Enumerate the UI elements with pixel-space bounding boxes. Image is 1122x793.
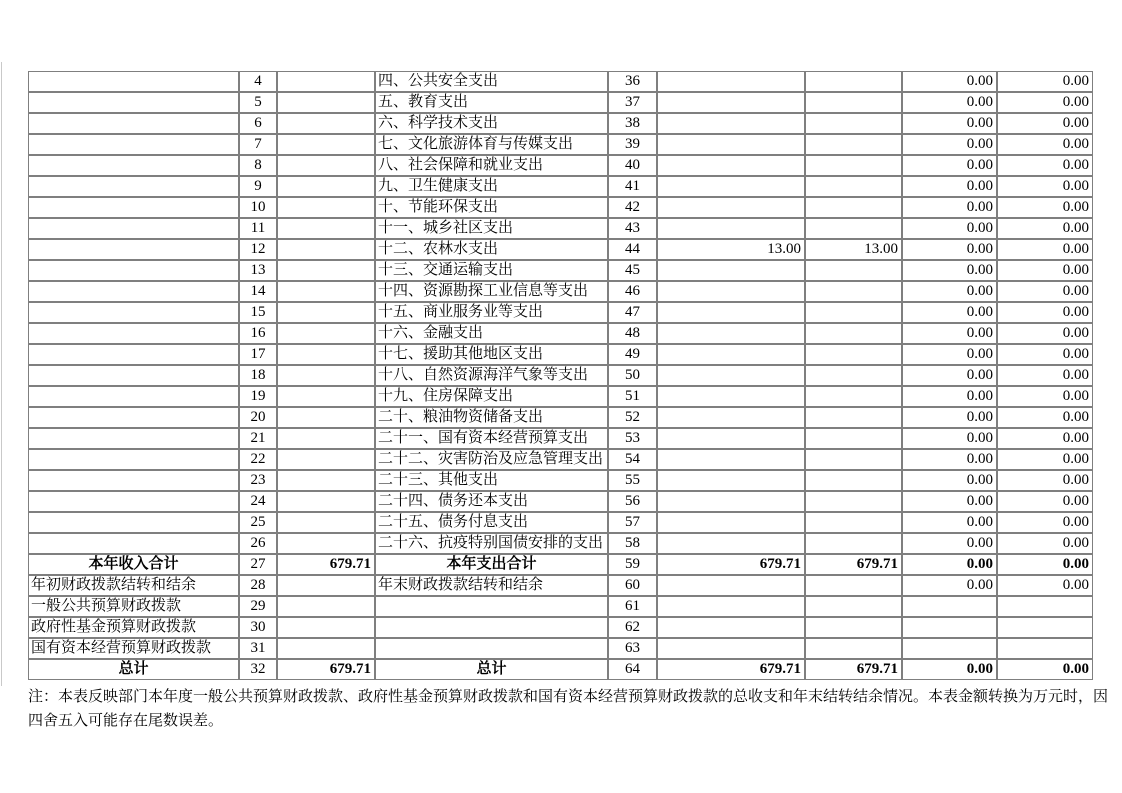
left-amount-cell (277, 428, 375, 449)
right-row-number-cell: 55 (608, 470, 657, 491)
left-row-number-cell: 7 (239, 134, 277, 155)
amount-cell-1 (657, 365, 805, 386)
left-amount-cell (277, 344, 375, 365)
amount-cell-3: 0.00 (902, 302, 997, 323)
amount-cell-1 (657, 260, 805, 281)
right-row-number-cell: 37 (608, 92, 657, 113)
left-row-number-cell: 13 (239, 260, 277, 281)
right-row-number-cell: 54 (608, 449, 657, 470)
amount-cell-3: 0.00 (902, 113, 997, 134)
left-row-number-cell: 27 (239, 554, 277, 575)
amount-cell-3: 0.00 (902, 218, 997, 239)
table-row (28, 197, 1093, 218)
right-row-number-cell: 50 (608, 365, 657, 386)
right-row-number-cell: 42 (608, 197, 657, 218)
table-row (28, 638, 1093, 659)
left-amount-cell (277, 491, 375, 512)
left-amount-cell (277, 407, 375, 428)
left-item-label-cell: 一般公共预算财政拨款 (28, 596, 239, 617)
table-row (28, 155, 1093, 176)
amount-cell-1 (657, 491, 805, 512)
amount-cell-4: 0.00 (997, 239, 1093, 260)
amount-cell-2 (805, 281, 902, 302)
left-item-label-cell (28, 155, 239, 176)
amount-cell-2 (805, 407, 902, 428)
amount-cell-3: 0.00 (902, 281, 997, 302)
table-row (28, 113, 1093, 134)
table-row (28, 596, 1093, 617)
right-item-label-cell: 四、公共安全支出 (375, 71, 608, 92)
table-row (28, 134, 1093, 155)
right-row-number-cell: 51 (608, 386, 657, 407)
left-amount-cell (277, 134, 375, 155)
amount-cell-3: 0.00 (902, 260, 997, 281)
right-row-number-cell: 53 (608, 428, 657, 449)
right-item-label-cell: 十二、农林水支出 (375, 239, 608, 260)
left-amount-cell (277, 218, 375, 239)
amount-cell-4 (997, 638, 1093, 659)
amount-cell-2: 679.71 (805, 554, 902, 575)
left-row-number-cell: 16 (239, 323, 277, 344)
amount-cell-2 (805, 323, 902, 344)
left-item-label-cell (28, 491, 239, 512)
left-item-label-cell (28, 197, 239, 218)
left-row-number-cell: 21 (239, 428, 277, 449)
table-row (28, 659, 1093, 680)
amount-cell-2 (805, 638, 902, 659)
amount-cell-3: 0.00 (902, 659, 997, 680)
amount-cell-1: 13.00 (657, 239, 805, 260)
amount-cell-1 (657, 638, 805, 659)
amount-cell-4: 0.00 (997, 323, 1093, 344)
amount-cell-2 (805, 365, 902, 386)
amount-cell-3 (902, 596, 997, 617)
amount-cell-2: 679.71 (805, 659, 902, 680)
right-item-label-cell: 二十一、国有资本经营预算支出 (375, 428, 608, 449)
left-amount-cell (277, 197, 375, 218)
amount-cell-3: 0.00 (902, 512, 997, 533)
table-row (28, 302, 1093, 323)
left-row-number-cell: 26 (239, 533, 277, 554)
amount-cell-2 (805, 218, 902, 239)
right-row-number-cell: 38 (608, 113, 657, 134)
left-amount-cell (277, 239, 375, 260)
table-row (28, 239, 1093, 260)
amount-cell-4: 0.00 (997, 365, 1093, 386)
amount-cell-1 (657, 344, 805, 365)
left-item-label-cell: 年初财政拨款结转和结余 (28, 575, 239, 596)
amount-cell-3: 0.00 (902, 575, 997, 596)
left-amount-cell (277, 323, 375, 344)
amount-cell-3: 0.00 (902, 449, 997, 470)
left-amount-cell (277, 470, 375, 491)
amount-cell-4: 0.00 (997, 554, 1093, 575)
amount-cell-4 (997, 596, 1093, 617)
left-amount-cell (277, 533, 375, 554)
amount-cell-2 (805, 470, 902, 491)
left-row-number-cell: 12 (239, 239, 277, 260)
amount-cell-4: 0.00 (997, 407, 1093, 428)
table-row (28, 218, 1093, 239)
left-item-label-cell (28, 365, 239, 386)
left-item-label-cell: 政府性基金预算财政拨款 (28, 617, 239, 638)
right-item-label-cell: 十六、金融支出 (375, 323, 608, 344)
left-item-label-cell (28, 512, 239, 533)
left-row-number-cell: 5 (239, 92, 277, 113)
left-item-label-cell (28, 344, 239, 365)
amount-cell-2 (805, 113, 902, 134)
right-row-number-cell: 44 (608, 239, 657, 260)
amount-cell-2 (805, 512, 902, 533)
right-row-number-cell: 47 (608, 302, 657, 323)
amount-cell-3: 0.00 (902, 134, 997, 155)
amount-cell-3: 0.00 (902, 470, 997, 491)
amount-cell-1 (657, 386, 805, 407)
amount-cell-1 (657, 176, 805, 197)
right-row-number-cell: 41 (608, 176, 657, 197)
right-item-label-cell: 二十六、抗疫特别国债安排的支出 (375, 533, 608, 554)
cropped-column-border-line (1, 62, 2, 686)
amount-cell-1: 679.71 (657, 554, 805, 575)
amount-cell-4: 0.00 (997, 428, 1093, 449)
left-amount-cell (277, 281, 375, 302)
amount-cell-1 (657, 428, 805, 449)
left-item-label-cell (28, 533, 239, 554)
amount-cell-4: 0.00 (997, 71, 1093, 92)
table-note (28, 685, 1108, 733)
right-row-number-cell: 43 (608, 218, 657, 239)
amount-cell-1 (657, 407, 805, 428)
amount-cell-2 (805, 428, 902, 449)
amount-cell-4: 0.00 (997, 113, 1093, 134)
right-row-number-cell: 46 (608, 281, 657, 302)
table-row (28, 449, 1093, 470)
left-amount-cell (277, 92, 375, 113)
amount-cell-2: 13.00 (805, 239, 902, 260)
right-item-label-cell: 二十五、债务付息支出 (375, 512, 608, 533)
right-item-label-cell: 七、文化旅游体育与传媒支出 (375, 134, 608, 155)
amount-cell-1 (657, 575, 805, 596)
table-row (28, 491, 1093, 512)
amount-cell-4: 0.00 (997, 281, 1093, 302)
right-item-label-cell (375, 596, 608, 617)
amount-cell-1 (657, 155, 805, 176)
amount-cell-4: 0.00 (997, 176, 1093, 197)
table-row (28, 92, 1093, 113)
right-item-label-cell: 总计 (375, 659, 608, 680)
table-row (28, 71, 1093, 92)
amount-cell-3: 0.00 (902, 323, 997, 344)
amount-cell-2 (805, 92, 902, 113)
table-row (28, 260, 1093, 281)
right-item-label-cell: 二十、粮油物资储备支出 (375, 407, 608, 428)
left-row-number-cell: 9 (239, 176, 277, 197)
right-row-number-cell: 52 (608, 407, 657, 428)
left-item-label-cell: 国有资本经营预算财政拨款 (28, 638, 239, 659)
amount-cell-3: 0.00 (902, 71, 997, 92)
amount-cell-2 (805, 449, 902, 470)
right-row-number-cell: 63 (608, 638, 657, 659)
amount-cell-4 (997, 617, 1093, 638)
left-item-label-cell (28, 92, 239, 113)
fiscal-appropriation-summary-table (28, 71, 1093, 680)
right-item-label-cell: 十八、自然资源海洋气象等支出 (375, 365, 608, 386)
right-row-number-cell: 62 (608, 617, 657, 638)
left-row-number-cell: 29 (239, 596, 277, 617)
right-item-label-cell: 八、社会保障和就业支出 (375, 155, 608, 176)
right-row-number-cell: 49 (608, 344, 657, 365)
right-item-label-cell: 五、教育支出 (375, 92, 608, 113)
right-item-label-cell: 十五、商业服务业等支出 (375, 302, 608, 323)
left-item-label-cell (28, 323, 239, 344)
left-row-number-cell: 17 (239, 344, 277, 365)
left-amount-cell (277, 386, 375, 407)
amount-cell-2 (805, 575, 902, 596)
amount-cell-3: 0.00 (902, 533, 997, 554)
left-row-number-cell: 6 (239, 113, 277, 134)
left-amount-cell (277, 302, 375, 323)
table-row (28, 428, 1093, 449)
amount-cell-1 (657, 218, 805, 239)
amount-cell-4: 0.00 (997, 470, 1093, 491)
amount-cell-2 (805, 176, 902, 197)
amount-cell-2 (805, 197, 902, 218)
amount-cell-3: 0.00 (902, 344, 997, 365)
right-row-number-cell: 59 (608, 554, 657, 575)
amount-cell-1 (657, 617, 805, 638)
amount-cell-3: 0.00 (902, 365, 997, 386)
amount-cell-2 (805, 134, 902, 155)
budget-table-body (28, 71, 1093, 680)
left-item-label-cell: 总计 (28, 659, 239, 680)
table-row (28, 470, 1093, 491)
amount-cell-4: 0.00 (997, 659, 1093, 680)
amount-cell-3: 0.00 (902, 197, 997, 218)
amount-cell-1 (657, 470, 805, 491)
left-item-label-cell (28, 113, 239, 134)
amount-cell-1 (657, 596, 805, 617)
right-item-label-cell: 二十三、其他支出 (375, 470, 608, 491)
amount-cell-4: 0.00 (997, 155, 1093, 176)
left-row-number-cell: 30 (239, 617, 277, 638)
left-row-number-cell: 24 (239, 491, 277, 512)
left-row-number-cell: 28 (239, 575, 277, 596)
amount-cell-3: 0.00 (902, 239, 997, 260)
left-row-number-cell: 18 (239, 365, 277, 386)
left-row-number-cell: 31 (239, 638, 277, 659)
right-row-number-cell: 48 (608, 323, 657, 344)
amount-cell-4: 0.00 (997, 386, 1093, 407)
amount-cell-2 (805, 155, 902, 176)
left-amount-cell (277, 596, 375, 617)
table-row (28, 365, 1093, 386)
table-row (28, 554, 1093, 575)
right-item-label-cell: 十七、援助其他地区支出 (375, 344, 608, 365)
amount-cell-1 (657, 113, 805, 134)
right-item-label-cell: 十一、城乡社区支出 (375, 218, 608, 239)
right-item-label-cell: 本年支出合计 (375, 554, 608, 575)
amount-cell-3: 0.00 (902, 386, 997, 407)
amount-cell-3: 0.00 (902, 491, 997, 512)
amount-cell-1 (657, 302, 805, 323)
amount-cell-1 (657, 449, 805, 470)
left-row-number-cell: 10 (239, 197, 277, 218)
left-row-number-cell: 4 (239, 71, 277, 92)
amount-cell-2 (805, 596, 902, 617)
amount-cell-4: 0.00 (997, 512, 1093, 533)
amount-cell-4: 0.00 (997, 260, 1093, 281)
left-item-label-cell (28, 218, 239, 239)
right-row-number-cell: 64 (608, 659, 657, 680)
table-note-line-2: 四舍五入可能存在尾数误差。 (28, 713, 224, 729)
table-row (28, 386, 1093, 407)
amount-cell-2 (805, 260, 902, 281)
table-row (28, 575, 1093, 596)
table-row (28, 323, 1093, 344)
amount-cell-2 (805, 386, 902, 407)
right-item-label-cell: 年末财政拨款结转和结余 (375, 575, 608, 596)
amount-cell-4: 0.00 (997, 449, 1093, 470)
right-item-label-cell: 十九、住房保障支出 (375, 386, 608, 407)
amount-cell-2 (805, 533, 902, 554)
amount-cell-4: 0.00 (997, 302, 1093, 323)
left-item-label-cell (28, 71, 239, 92)
amount-cell-2 (805, 491, 902, 512)
left-amount-cell (277, 155, 375, 176)
amount-cell-1 (657, 197, 805, 218)
left-amount-cell (277, 638, 375, 659)
left-row-number-cell: 15 (239, 302, 277, 323)
table-row (28, 281, 1093, 302)
right-item-label-cell (375, 617, 608, 638)
amount-cell-3 (902, 617, 997, 638)
table-note-line-1: 注：本表反映部门本年度一般公共预算财政拨款、政府性基金预算财政拨款和国有资本经营预算财政拨款的总收支和年末结转结余情况。本表金额转换为万元时，因 (28, 689, 1109, 705)
left-row-number-cell: 32 (239, 659, 277, 680)
table-row (28, 344, 1093, 365)
left-row-number-cell: 8 (239, 155, 277, 176)
amount-cell-1 (657, 512, 805, 533)
right-item-label-cell: 十、节能环保支出 (375, 197, 608, 218)
amount-cell-1 (657, 533, 805, 554)
right-row-number-cell: 40 (608, 155, 657, 176)
right-row-number-cell: 60 (608, 575, 657, 596)
left-amount-cell (277, 260, 375, 281)
right-item-label-cell: 十四、资源勘探工业信息等支出 (375, 281, 608, 302)
left-amount-cell (277, 113, 375, 134)
right-item-label-cell: 九、卫生健康支出 (375, 176, 608, 197)
right-row-number-cell: 61 (608, 596, 657, 617)
right-row-number-cell: 45 (608, 260, 657, 281)
left-amount-cell (277, 176, 375, 197)
left-item-label-cell (28, 428, 239, 449)
amount-cell-2 (805, 344, 902, 365)
left-item-label-cell (28, 386, 239, 407)
amount-cell-3 (902, 638, 997, 659)
right-item-label-cell: 十三、交通运输支出 (375, 260, 608, 281)
left-amount-cell (277, 512, 375, 533)
left-item-label-cell (28, 302, 239, 323)
left-amount-cell (277, 449, 375, 470)
left-item-label-cell (28, 239, 239, 260)
table-row (28, 407, 1093, 428)
amount-cell-4: 0.00 (997, 533, 1093, 554)
amount-cell-3: 0.00 (902, 554, 997, 575)
amount-cell-2 (805, 302, 902, 323)
left-amount-cell (277, 365, 375, 386)
amount-cell-1 (657, 71, 805, 92)
table-row (28, 533, 1093, 554)
amount-cell-1 (657, 92, 805, 113)
left-row-number-cell: 23 (239, 470, 277, 491)
amount-cell-3: 0.00 (902, 92, 997, 113)
amount-cell-3: 0.00 (902, 176, 997, 197)
amount-cell-4: 0.00 (997, 92, 1093, 113)
amount-cell-1 (657, 323, 805, 344)
table-row (28, 176, 1093, 197)
right-item-label-cell: 六、科学技术支出 (375, 113, 608, 134)
table-row (28, 617, 1093, 638)
left-item-label-cell (28, 407, 239, 428)
right-row-number-cell: 58 (608, 533, 657, 554)
left-row-number-cell: 14 (239, 281, 277, 302)
left-amount-cell (277, 617, 375, 638)
left-row-number-cell: 19 (239, 386, 277, 407)
left-amount-cell: 679.71 (277, 659, 375, 680)
amount-cell-1 (657, 134, 805, 155)
left-item-label-cell (28, 470, 239, 491)
amount-cell-1: 679.71 (657, 659, 805, 680)
left-item-label-cell: 本年收入合计 (28, 554, 239, 575)
amount-cell-2 (805, 617, 902, 638)
amount-cell-4: 0.00 (997, 344, 1093, 365)
amount-cell-1 (657, 281, 805, 302)
left-item-label-cell (28, 134, 239, 155)
left-row-number-cell: 11 (239, 218, 277, 239)
left-row-number-cell: 20 (239, 407, 277, 428)
right-item-label-cell: 二十二、灾害防治及应急管理支出 (375, 449, 608, 470)
right-row-number-cell: 56 (608, 491, 657, 512)
left-item-label-cell (28, 449, 239, 470)
right-row-number-cell: 57 (608, 512, 657, 533)
left-row-number-cell: 25 (239, 512, 277, 533)
right-item-label-cell: 二十四、债务还本支出 (375, 491, 608, 512)
amount-cell-2 (805, 71, 902, 92)
right-item-label-cell (375, 638, 608, 659)
left-item-label-cell (28, 281, 239, 302)
amount-cell-4: 0.00 (997, 197, 1093, 218)
left-item-label-cell (28, 176, 239, 197)
amount-cell-4: 0.00 (997, 491, 1093, 512)
left-amount-cell (277, 575, 375, 596)
table-row (28, 512, 1093, 533)
right-row-number-cell: 39 (608, 134, 657, 155)
left-item-label-cell (28, 260, 239, 281)
left-row-number-cell: 22 (239, 449, 277, 470)
left-amount-cell: 679.71 (277, 554, 375, 575)
left-amount-cell (277, 71, 375, 92)
right-row-number-cell: 36 (608, 71, 657, 92)
amount-cell-4: 0.00 (997, 134, 1093, 155)
amount-cell-3: 0.00 (902, 407, 997, 428)
amount-cell-4: 0.00 (997, 218, 1093, 239)
amount-cell-3: 0.00 (902, 155, 997, 176)
amount-cell-3: 0.00 (902, 428, 997, 449)
amount-cell-4: 0.00 (997, 575, 1093, 596)
